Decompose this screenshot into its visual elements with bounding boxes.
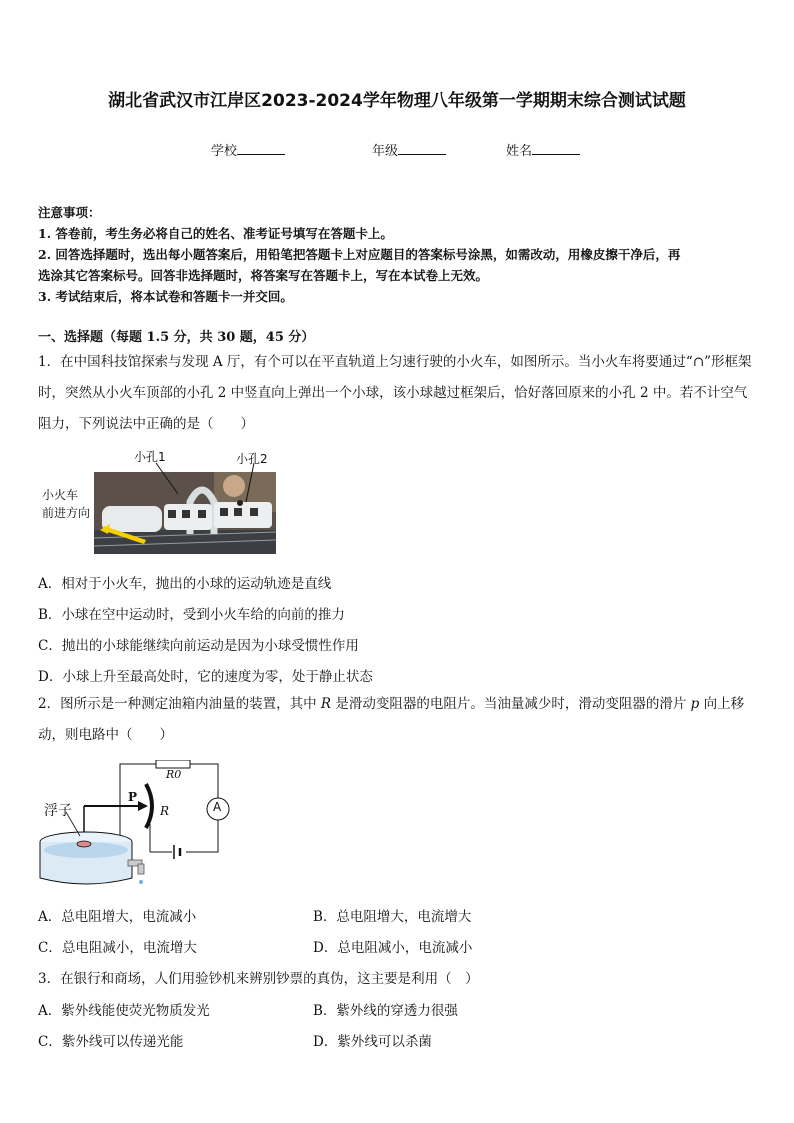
q1-stem: 1．在中国科技馆探索与发现 A 厅，有个可以在平直轨道上匀速行驶的小火车，如图所示。当小火车将要通过“∩”形框架时，突然从小火车顶部的小孔 2 中竖直向上弹出一个小球，该小球越过框架后，恰好落回原来的小孔 2 中。若不计空气阻力，下列说法中正确的是（ ） <box>38 354 752 432</box>
q2-stem-p: p <box>690 696 700 712</box>
q2-circuit-figure <box>38 760 238 890</box>
notes-heading: 注意事项： <box>38 205 101 220</box>
name-label: 姓名 <box>506 144 533 159</box>
exam-notes <box>38 202 758 307</box>
oil-tank-circuit <box>38 760 238 890</box>
note-item: 3. 考试结束后，将本试卷和答题卡一并交回。 <box>38 289 293 304</box>
resistor-r-label: R <box>160 804 170 818</box>
resistor-r0-label: R0 <box>166 768 182 781</box>
q1-option-d[interactable]: D．小球上升至最高处时，它的速度为零，处于静止状态 <box>38 669 373 685</box>
q3-option-c[interactable]: C．紫外线可以传递光能 <box>38 1034 184 1050</box>
q2-option-c[interactable]: C．总电阻减小，电流增大 <box>38 940 197 956</box>
ammeter-label: A <box>213 800 222 814</box>
slider-p-label: P <box>128 790 138 804</box>
grade-field[interactable] <box>372 140 446 159</box>
q3-option-a[interactable]: A．紫外线能使荧光物质发光 <box>38 1003 210 1019</box>
q2-option-b[interactable]: B．总电阻增大，电流增大 <box>313 909 472 925</box>
school-blank[interactable] <box>237 142 285 155</box>
q2-option-d[interactable]: D．总电阻减小，电流减小 <box>313 940 473 956</box>
page-title: 湖北省武汉市江岸区2023-2024学年物理八年级第一学期期末综合测试试题 <box>108 91 686 111</box>
q2-stem-part3: 向上移动，则电路中（ ） <box>38 696 745 743</box>
name-field[interactable] <box>506 140 580 159</box>
float-label: 浮子 <box>44 803 72 819</box>
hole2-label: 小孔2 <box>236 452 268 466</box>
direction-label-line2: 前进方向 <box>42 506 91 520</box>
q1-figure <box>38 444 283 559</box>
q1-option-a[interactable]: A．相对于小火车，抛出的小球的运动轨迹是直线 <box>38 576 332 592</box>
q2-stem-part1: 2．图所示是一种测定油箱内油量的装置，其中 <box>38 696 321 712</box>
grade-label: 年级 <box>372 144 399 159</box>
name-blank[interactable] <box>532 142 580 155</box>
school-field[interactable] <box>211 140 285 159</box>
q3-option-b[interactable]: B．紫外线的穿透力很强 <box>313 1003 458 1019</box>
direction-label-line1: 小火车 <box>42 488 79 502</box>
note-item: 选涂其它答案标号。回答非选择题时，将答案写在答题卡上，写在本试卷上无效。 <box>38 268 489 283</box>
q3-option-d[interactable]: D．紫外线可以杀菌 <box>313 1034 432 1050</box>
note-item: 2. 回答选择题时，选出每小题答案后，用铅笔把答题卡上对应题目的答案标号涂黑，如需改动，用橡皮擦干净后，再 <box>38 247 681 262</box>
hole1-label: 小孔1 <box>134 450 166 464</box>
grade-blank[interactable] <box>398 142 446 155</box>
note-item: 1. 答卷前，考生务必将自己的姓名、准考证号填写在答题卡上。 <box>38 226 393 241</box>
q2-stem-r: R <box>320 696 332 712</box>
q2-stem <box>38 689 760 751</box>
section-heading: 一、选择题（每题 1.5 分，共 30 题，45 分） <box>38 330 315 345</box>
q1-option-b[interactable]: B．小球在空中运动时，受到小火车给的向前的推力 <box>38 607 345 623</box>
q2-stem-part2: 是滑动变阻器的电阻片。当油量减少时，滑动变阻器的滑片 <box>331 696 691 712</box>
q3-stem: 3．在银行和商场，人们用验钞机来辨别钞票的真伪，这主要是利用（ ） <box>38 971 479 987</box>
q1-option-c[interactable]: C．抛出的小球能继续向前运动是因为小球受惯性作用 <box>38 638 359 654</box>
school-label: 学校 <box>211 144 238 159</box>
q2-option-a[interactable]: A．总电阻增大，电流减小 <box>38 909 197 925</box>
